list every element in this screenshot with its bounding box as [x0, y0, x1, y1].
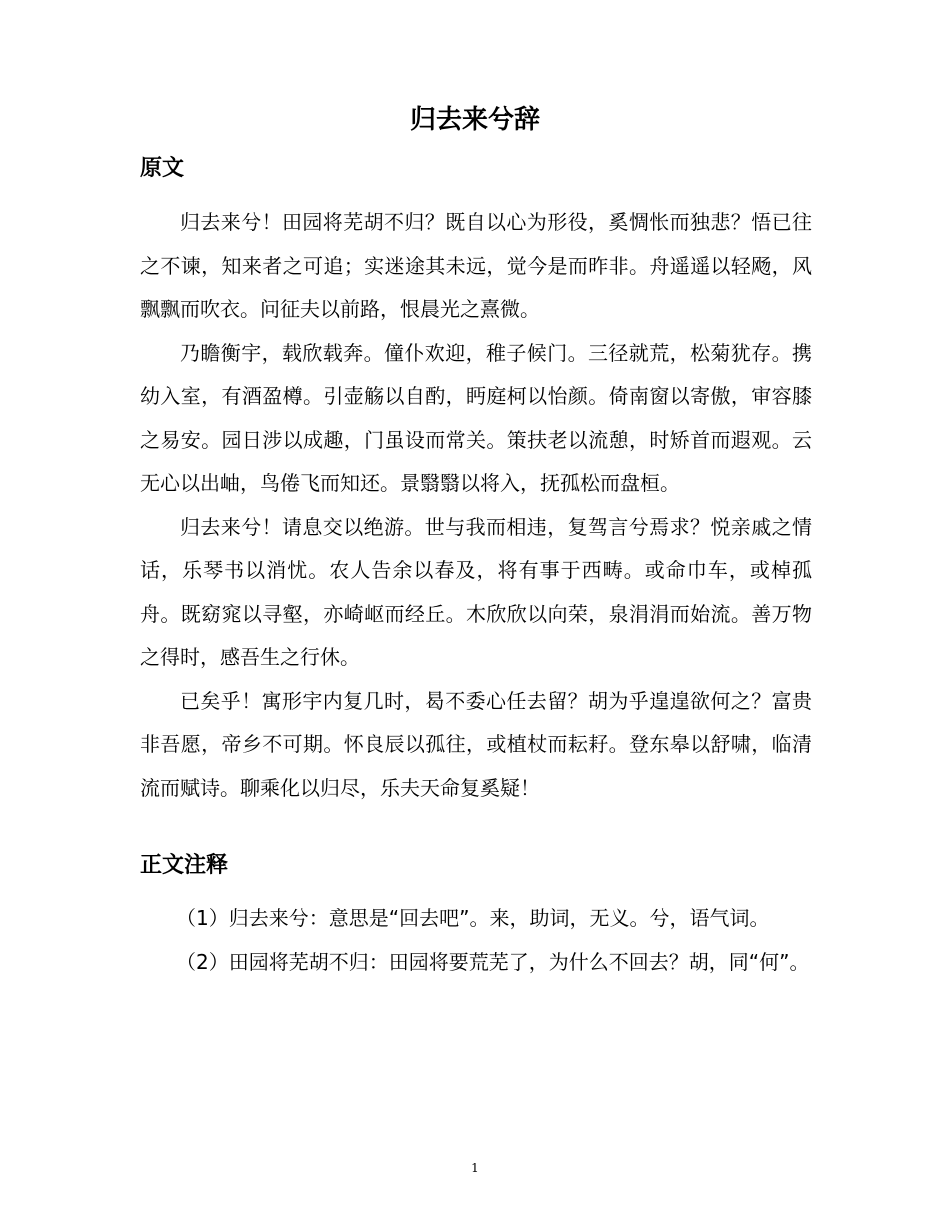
- paragraph: 乃瞻衡宇，载欣载奔。僮仆欢迎，稚子候门。三径就荒，松菊犹存。携幼入室，有酒盈樽。引壶觞以自酌，眄庭柯以怡颜。倚南窗以寄傲，审容膝之易安。园日涉以成趣，门虽设而常关。策扶老以流憩，时矫首而遐观。云无心以出岫，鸟倦飞而知还。景翳翳以将入，抚孤松而盘桓。: [140, 340, 812, 495]
- annotations-body: [140, 896, 812, 984]
- annotation-note: （1）归去来兮：意思是“回去吧”。来，助词，无义。兮，语气词。: [176, 906, 770, 930]
- paragraph: 归去来兮！请息交以绝游。世与我而相违，复驾言兮焉求？悦亲戚之情话，乐琴书以消忧。农人告余以春及，将有事于西畴。或命巾车，或棹孤舟。既窈窕以寻壑，亦崎岖而经丘。木欣欣以向荣，泉涓涓而始流。善万物之得时，感吾生之行休。: [140, 514, 812, 669]
- page-number: 1: [471, 1161, 479, 1175]
- section-heading-original-text: 原文: [140, 156, 185, 181]
- paragraph: 归去来兮！田园将芜胡不归？既自以心为形役，奚惆怅而独悲？悟已往之不谏，知来者之可追；实迷途其未远，觉今是而昨非。舟遥遥以轻飏，风飘飘而吹衣。问征夫以前路，恨晨光之熹微。: [140, 210, 812, 321]
- original-text-body: [140, 201, 812, 810]
- section-heading-annotations: 正文注释: [140, 853, 229, 878]
- paragraph: 已矣乎！寓形宇内复几时，曷不委心任去留？胡为乎遑遑欲何之？富贵非吾愿，帝乡不可期。怀良辰以孤往，或植杖而耘耔。登东皋以舒啸，临清流而赋诗。聊乘化以归尽，乐夫天命复奚疑！: [140, 688, 812, 800]
- document-title: 归去来兮辞: [409, 105, 540, 135]
- annotation-note: （2）田园将芜胡不归：田园将要荒芜了，为什么不回去？胡，同“何”。: [176, 950, 810, 974]
